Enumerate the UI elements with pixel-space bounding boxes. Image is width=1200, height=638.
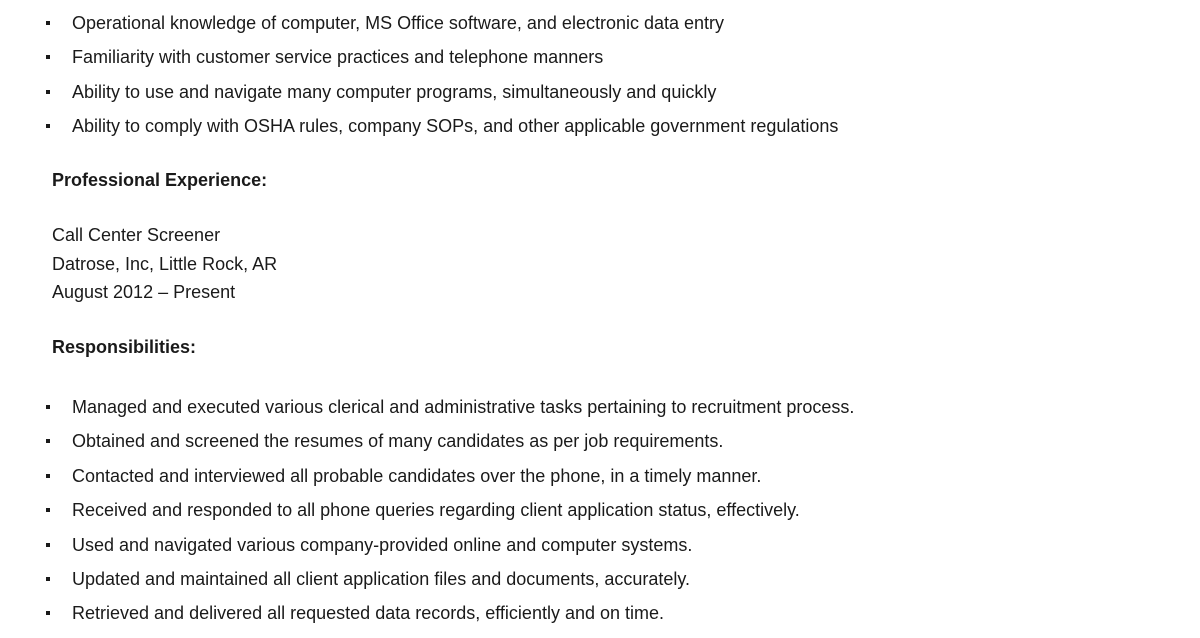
job-dates: August 2012 – Present bbox=[52, 282, 236, 302]
list-item bbox=[0, 569, 1200, 603]
skill-text: Operational knowledge of computer, MS Office software, and electronic data entry bbox=[72, 13, 725, 33]
job-title: Call Center Screener bbox=[52, 225, 221, 245]
list-item bbox=[0, 603, 1200, 637]
responsibility-text: Obtained and screened the resumes of many candidates as per job requirements. bbox=[72, 431, 724, 452]
bullet-icon bbox=[46, 543, 50, 547]
responsibilities-heading: Responsibilities: bbox=[52, 337, 197, 357]
bullet-icon bbox=[46, 508, 50, 512]
responsibility-text: Updated and maintained all client application files and documents, accurately. bbox=[72, 568, 691, 589]
bullet-icon bbox=[46, 439, 50, 443]
experience-heading: Professional Experience: bbox=[52, 170, 268, 190]
bullet-icon bbox=[46, 405, 50, 409]
job-company: Datrose, Inc, Little Rock, AR bbox=[52, 254, 278, 274]
bullet-icon bbox=[46, 611, 50, 615]
bullet-icon bbox=[46, 90, 50, 94]
skill-text: Familiarity with customer service practices and telephone manners bbox=[72, 47, 604, 68]
list-item bbox=[0, 535, 1200, 569]
list-item bbox=[0, 82, 1200, 116]
list-item bbox=[0, 116, 1200, 150]
bullet-icon bbox=[46, 21, 50, 25]
list-item bbox=[0, 397, 1200, 431]
skill-text: Ability to use and navigate many computer programs, simultaneously and quickly bbox=[72, 81, 717, 102]
skills-list bbox=[0, 13, 1200, 151]
responsibilities-list bbox=[0, 397, 1200, 638]
bullet-icon bbox=[46, 577, 50, 581]
list-item bbox=[0, 500, 1200, 534]
list-item bbox=[0, 466, 1200, 500]
responsibility-text: Retrieved and delivered all requested data records, efficiently and on time. bbox=[72, 603, 665, 624]
responsibility-text: Received and responded to all phone queries regarding client application status, effectively. bbox=[72, 500, 800, 521]
list-item bbox=[0, 13, 1200, 47]
responsibility-text: Managed and executed various clerical and administrative tasks pertaining to recruitment process. bbox=[72, 397, 855, 417]
bullet-icon bbox=[46, 474, 50, 478]
responsibility-text: Used and navigated various company-provided online and computer systems. bbox=[72, 534, 693, 555]
bullet-icon bbox=[46, 55, 50, 59]
list-item bbox=[0, 47, 1200, 81]
skill-text: Ability to comply with OSHA rules, company SOPs, and other applicable government regulations bbox=[72, 116, 839, 137]
bullet-icon bbox=[46, 124, 50, 128]
list-item bbox=[0, 431, 1200, 465]
responsibility-text: Contacted and interviewed all probable candidates over the phone, in a timely manner. bbox=[72, 465, 762, 486]
